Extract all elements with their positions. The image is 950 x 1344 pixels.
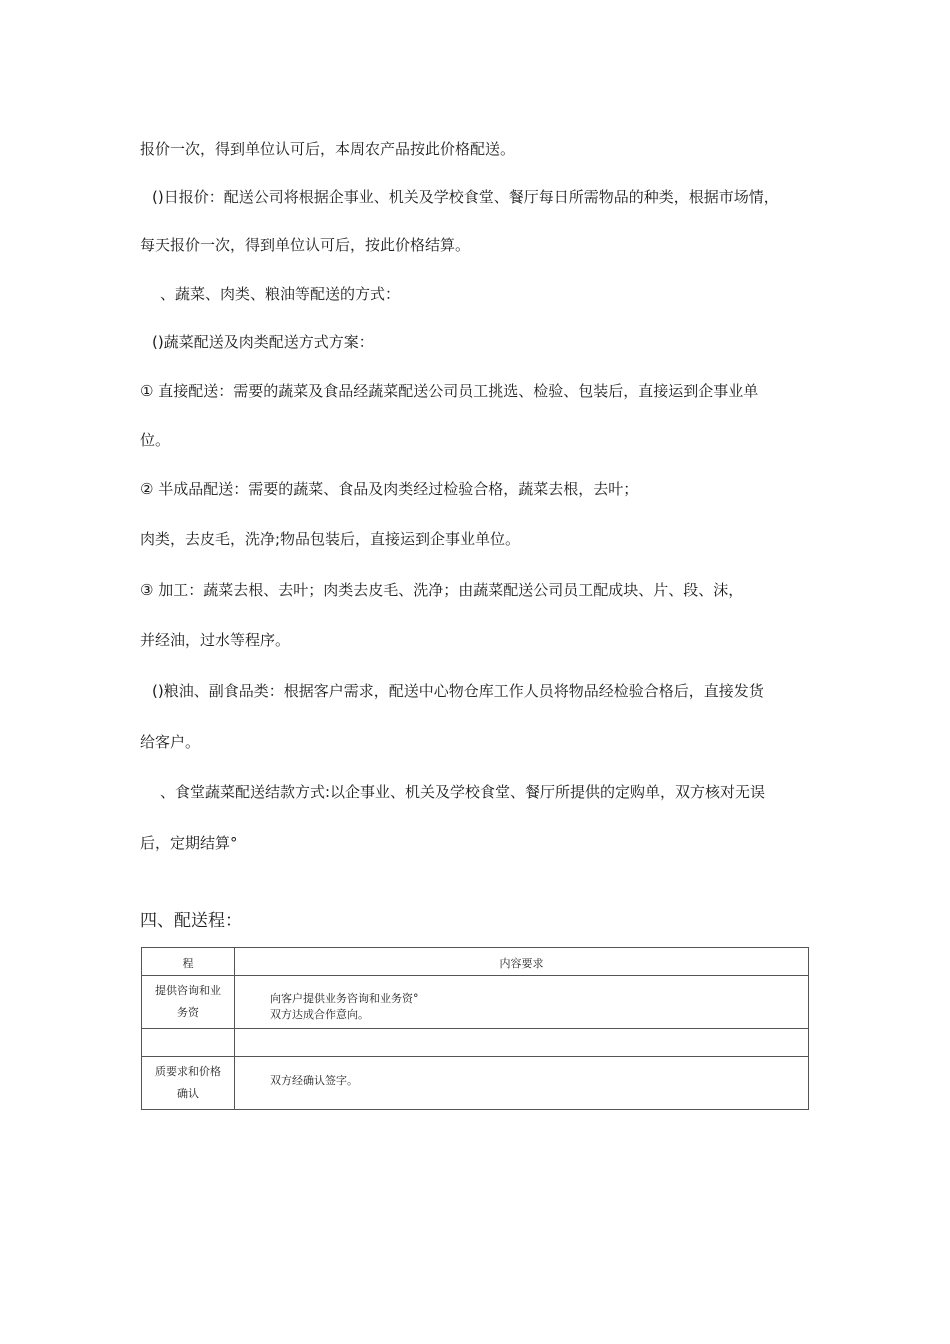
paragraph-line: ③ 加工：蔬菜去根、去叶；肉类去皮毛、洗净；由蔬菜配送公司员工配成块、片、段、沫， bbox=[140, 581, 744, 599]
table-row bbox=[142, 1029, 809, 1057]
paragraph-line: 每天报价一次，得到单位认可后，按此价格结算。 bbox=[140, 236, 471, 254]
step-line: 务资 bbox=[177, 1006, 199, 1019]
paragraph-line: 报价一次，得到单位认可后，本周农产品按此价格配送。 bbox=[140, 140, 516, 158]
content-line: 向客户提供业务咨询和业务资° bbox=[270, 992, 419, 1005]
paragraph-line: ① 直接配送：需要的蔬菜及食品经蔬菜配送公司员工挑选、检验、包装后，直接运到企事业单 bbox=[140, 382, 759, 400]
step-cell bbox=[142, 976, 235, 1029]
paragraph-line: 肉类，去皮毛，洗净;物品包装后，直接运到企事业单位。 bbox=[140, 530, 521, 548]
step-line: 确认 bbox=[177, 1087, 199, 1100]
content-cell bbox=[235, 1029, 809, 1057]
section-heading: 四、配送程： bbox=[140, 911, 242, 931]
paragraph-line: ()粮油、副食品类：根据客户需求，配送中心物仓库工作人员将物品经检验合格后，直接发货 bbox=[152, 682, 764, 700]
process-table bbox=[141, 947, 809, 1110]
paragraph-line: 后，定期结算° bbox=[140, 834, 238, 852]
table-row bbox=[142, 1057, 809, 1110]
step-line: 质要求和价格 bbox=[155, 1065, 221, 1078]
content-cell bbox=[235, 976, 809, 1029]
paragraph-line: 位。 bbox=[140, 431, 171, 449]
paragraph-line: ()蔬菜配送及肉类配送方式方案： bbox=[152, 333, 374, 351]
step-cell bbox=[142, 1057, 235, 1110]
paragraph-line: 并经油，过水等程序。 bbox=[140, 631, 291, 649]
paragraph-line: 、蔬菜、肉类、粮油等配送的方式： bbox=[160, 285, 401, 303]
step-line: 提供咨询和业 bbox=[155, 984, 221, 997]
content-cell bbox=[235, 1057, 809, 1110]
header-content: 内容要求 bbox=[235, 948, 809, 976]
table-row bbox=[142, 976, 809, 1029]
paragraph-line: ()日报价：配送公司将根据企事业、机关及学校食堂、餐厅每日所需物品的种类，根据市场情， bbox=[152, 188, 779, 206]
step-cell bbox=[142, 1029, 235, 1057]
paragraph-line: 、食堂蔬菜配送结款方式:以企事业、机关及学校食堂、餐厅所提供的定购单，双方核对无误 bbox=[160, 783, 766, 801]
header-step: 程 bbox=[142, 948, 235, 976]
paragraph-line: 给客户。 bbox=[140, 733, 201, 751]
content-line: 双方经确认签字。 bbox=[270, 1074, 358, 1087]
paragraph-line: ② 半成品配送：需要的蔬菜、食品及肉类经过检验合格，蔬菜去根，去叶； bbox=[140, 480, 639, 498]
table-header-row bbox=[142, 948, 809, 976]
content-line: 双方达成合作意向。 bbox=[270, 1008, 369, 1021]
